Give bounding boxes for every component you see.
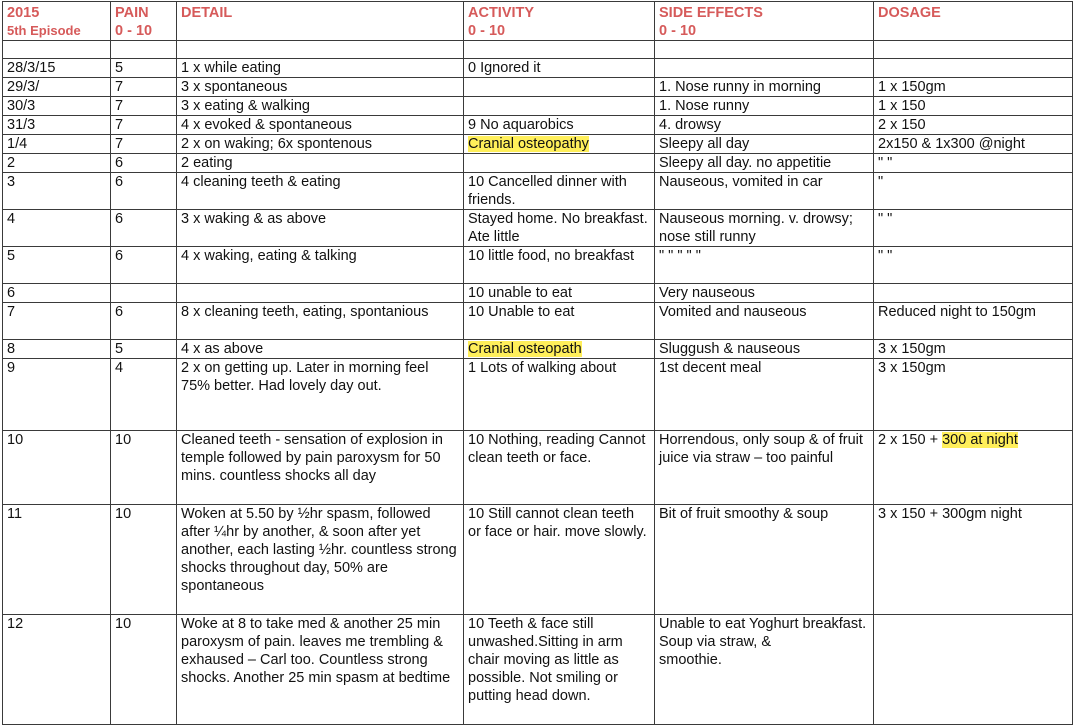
table-row [3, 505, 1073, 615]
header-row [3, 2, 1073, 41]
header-dosage: DOSAGE [874, 2, 1073, 41]
cell-pain: 10 [111, 431, 177, 505]
cell-dosage: " " [874, 210, 1073, 247]
cell-detail: Cleaned teeth - sensation of explosion in temple followed by pain paroxysm for 50 mins. countless shocks all day [177, 431, 464, 505]
cell-date: 11 [3, 505, 111, 615]
cell-date: 3 [3, 173, 111, 210]
cell-side-effects: " " " " " [655, 247, 874, 284]
table-row [3, 116, 1073, 135]
cell-dosage: 2x150 & 1x300 @night [874, 135, 1073, 154]
table-row [3, 284, 1073, 303]
cell-detail: 4 cleaning teeth & eating [177, 173, 464, 210]
table-row [3, 359, 1073, 431]
cell-date: 5 [3, 247, 111, 284]
cell-side-effects: 1. Nose runny in morning [655, 78, 874, 97]
cell-activity: 1 Lots of walking about [464, 359, 655, 431]
table-row [3, 59, 1073, 78]
cell-date: 1/4 [3, 135, 111, 154]
header-date: 2015 5th Episode [3, 2, 111, 41]
cell-activity: 0 Ignored it [464, 59, 655, 78]
cell-pain: 7 [111, 116, 177, 135]
cell-pain: 7 [111, 135, 177, 154]
cell-pain [111, 284, 177, 303]
table-row [3, 210, 1073, 247]
header-side-effects: SIDE EFFECTS 0 - 10 [655, 2, 874, 41]
cell-date: 31/3 [3, 116, 111, 135]
table-row [3, 340, 1073, 359]
cell-detail: 4 x as above [177, 340, 464, 359]
cell-activity [464, 97, 655, 116]
cell-pain: 10 [111, 615, 177, 725]
cell-dosage: 2 x 150 + 300 at night [874, 431, 1073, 505]
cell-dosage: 3 x 150 + 300gm night [874, 505, 1073, 615]
cell-date: 2 [3, 154, 111, 173]
cell-side-effects: Sleepy all day [655, 135, 874, 154]
cell-activity [464, 78, 655, 97]
cell-dosage [874, 615, 1073, 725]
cell-activity: 10 Teeth & face still unwashed.Sitting in arm chair moving as little as possible. Not smiling or putting head down. [464, 615, 655, 725]
cell-detail: 3 x waking & as above [177, 210, 464, 247]
cell-side-effects: 1. Nose runny [655, 97, 874, 116]
cell-pain: 5 [111, 340, 177, 359]
cell-pain: 7 [111, 97, 177, 116]
spacer-row [3, 41, 1073, 59]
cell-dosage: 1 x 150 [874, 97, 1073, 116]
cell-side-effects [655, 59, 874, 78]
table-row [3, 431, 1073, 505]
cell-pain: 6 [111, 210, 177, 247]
cell-activity [464, 340, 655, 359]
header-activity: ACTIVITY 0 - 10 [464, 2, 655, 41]
table-row [3, 135, 1073, 154]
cell-detail: Woken at 5.50 by ½hr spasm, followed after ¼hr by another, & soon after yet another, each lasting ½hr. countless strong shocks throughout day, 50% are spontaneous [177, 505, 464, 615]
cell-side-effects: 1st decent meal [655, 359, 874, 431]
table-row [3, 173, 1073, 210]
cell-activity: 9 No aquarobics [464, 116, 655, 135]
highlighted-text: 300 at night [942, 432, 1018, 448]
cell-date: 4 [3, 210, 111, 247]
cell-side-effects: Sleepy all day. no appetitie [655, 154, 874, 173]
cell-dosage: " [874, 173, 1073, 210]
table-row [3, 78, 1073, 97]
cell-detail: 3 x spontaneous [177, 78, 464, 97]
cell-date: 6 [3, 284, 111, 303]
cell-detail: 8 x cleaning teeth, eating, spontanious [177, 303, 464, 340]
cell-side-effects: Nauseous, vomited in car [655, 173, 874, 210]
cell-dosage: 3 x 150gm [874, 359, 1073, 431]
header-detail: DETAIL [177, 2, 464, 41]
cell-side-effects: Vomited and nauseous [655, 303, 874, 340]
cell-date: 29/3/ [3, 78, 111, 97]
cell-pain: 6 [111, 247, 177, 284]
cell-activity: 10 Still cannot clean teeth or face or hair. move slowly. [464, 505, 655, 615]
cell-date: 10 [3, 431, 111, 505]
cell-side-effects: 4. drowsy [655, 116, 874, 135]
cell-side-effects: Sluggush & nauseous [655, 340, 874, 359]
table-row [3, 97, 1073, 116]
cell-date: 28/3/15 [3, 59, 111, 78]
cell-pain: 6 [111, 303, 177, 340]
cell-detail: 2 x on waking; 6x spontenous [177, 135, 464, 154]
cell-detail: 2 eating [177, 154, 464, 173]
cell-side-effects: Horrendous, only soup & of fruit juice via straw – too painful [655, 431, 874, 505]
cell-dosage [874, 59, 1073, 78]
highlighted-text: Cranial osteopathy [468, 136, 589, 152]
cell-detail [177, 284, 464, 303]
cell-dosage: 2 x 150 [874, 116, 1073, 135]
cell-detail: 4 x evoked & spontaneous [177, 116, 464, 135]
cell-detail: 1 x while eating [177, 59, 464, 78]
cell-activity: Stayed home. No breakfast. Ate little [464, 210, 655, 247]
cell-activity [464, 135, 655, 154]
cell-dosage: 3 x 150gm [874, 340, 1073, 359]
cell-pain: 10 [111, 505, 177, 615]
cell-activity: 10 Unable to eat [464, 303, 655, 340]
cell-dosage: 1 x 150gm [874, 78, 1073, 97]
cell-date: 12 [3, 615, 111, 725]
table-row [3, 615, 1073, 725]
cell-activity [464, 154, 655, 173]
cell-side-effects: Bit of fruit smoothy & soup [655, 505, 874, 615]
cell-date: 7 [3, 303, 111, 340]
cell-dosage: " " [874, 154, 1073, 173]
cell-side-effects: Unable to eat Yoghurt breakfast. Soup via straw, & smoothie. [655, 615, 874, 725]
cell-activity: 10 unable to eat [464, 284, 655, 303]
cell-pain: 5 [111, 59, 177, 78]
cell-activity: 10 Nothing, reading Cannot clean teeth or face. [464, 431, 655, 505]
cell-pain: 4 [111, 359, 177, 431]
cell-date: 8 [3, 340, 111, 359]
header-pain: PAIN 0 - 10 [111, 2, 177, 41]
cell-dosage: Reduced night to 150gm [874, 303, 1073, 340]
cell-side-effects: Very nauseous [655, 284, 874, 303]
table-row [3, 154, 1073, 173]
cell-detail: 3 x eating & walking [177, 97, 464, 116]
cell-side-effects: Nauseous morning. v. drowsy; nose still runny [655, 210, 874, 247]
cell-detail: 4 x waking, eating & talking [177, 247, 464, 284]
pain-log-table [2, 1, 1073, 725]
cell-date: 9 [3, 359, 111, 431]
cell-pain: 6 [111, 154, 177, 173]
cell-pain: 6 [111, 173, 177, 210]
cell-pain: 7 [111, 78, 177, 97]
cell-detail: Woke at 8 to take med & another 25 min paroxysm of pain. leaves me trembling & exhaused – Carl too. Countless strong shocks. Another 25 min spasm at bedtime [177, 615, 464, 725]
cell-dosage: " " [874, 247, 1073, 284]
table-row [3, 247, 1073, 284]
cell-activity: 10 Cancelled dinner with friends. [464, 173, 655, 210]
highlighted-text: Cranial osteopath [468, 341, 582, 357]
cell-date: 30/3 [3, 97, 111, 116]
cell-dosage [874, 284, 1073, 303]
cell-activity: 10 little food, no breakfast [464, 247, 655, 284]
table-row [3, 303, 1073, 340]
cell-detail: 2 x on getting up. Later in morning feel 75% better. Had lovely day out. [177, 359, 464, 431]
